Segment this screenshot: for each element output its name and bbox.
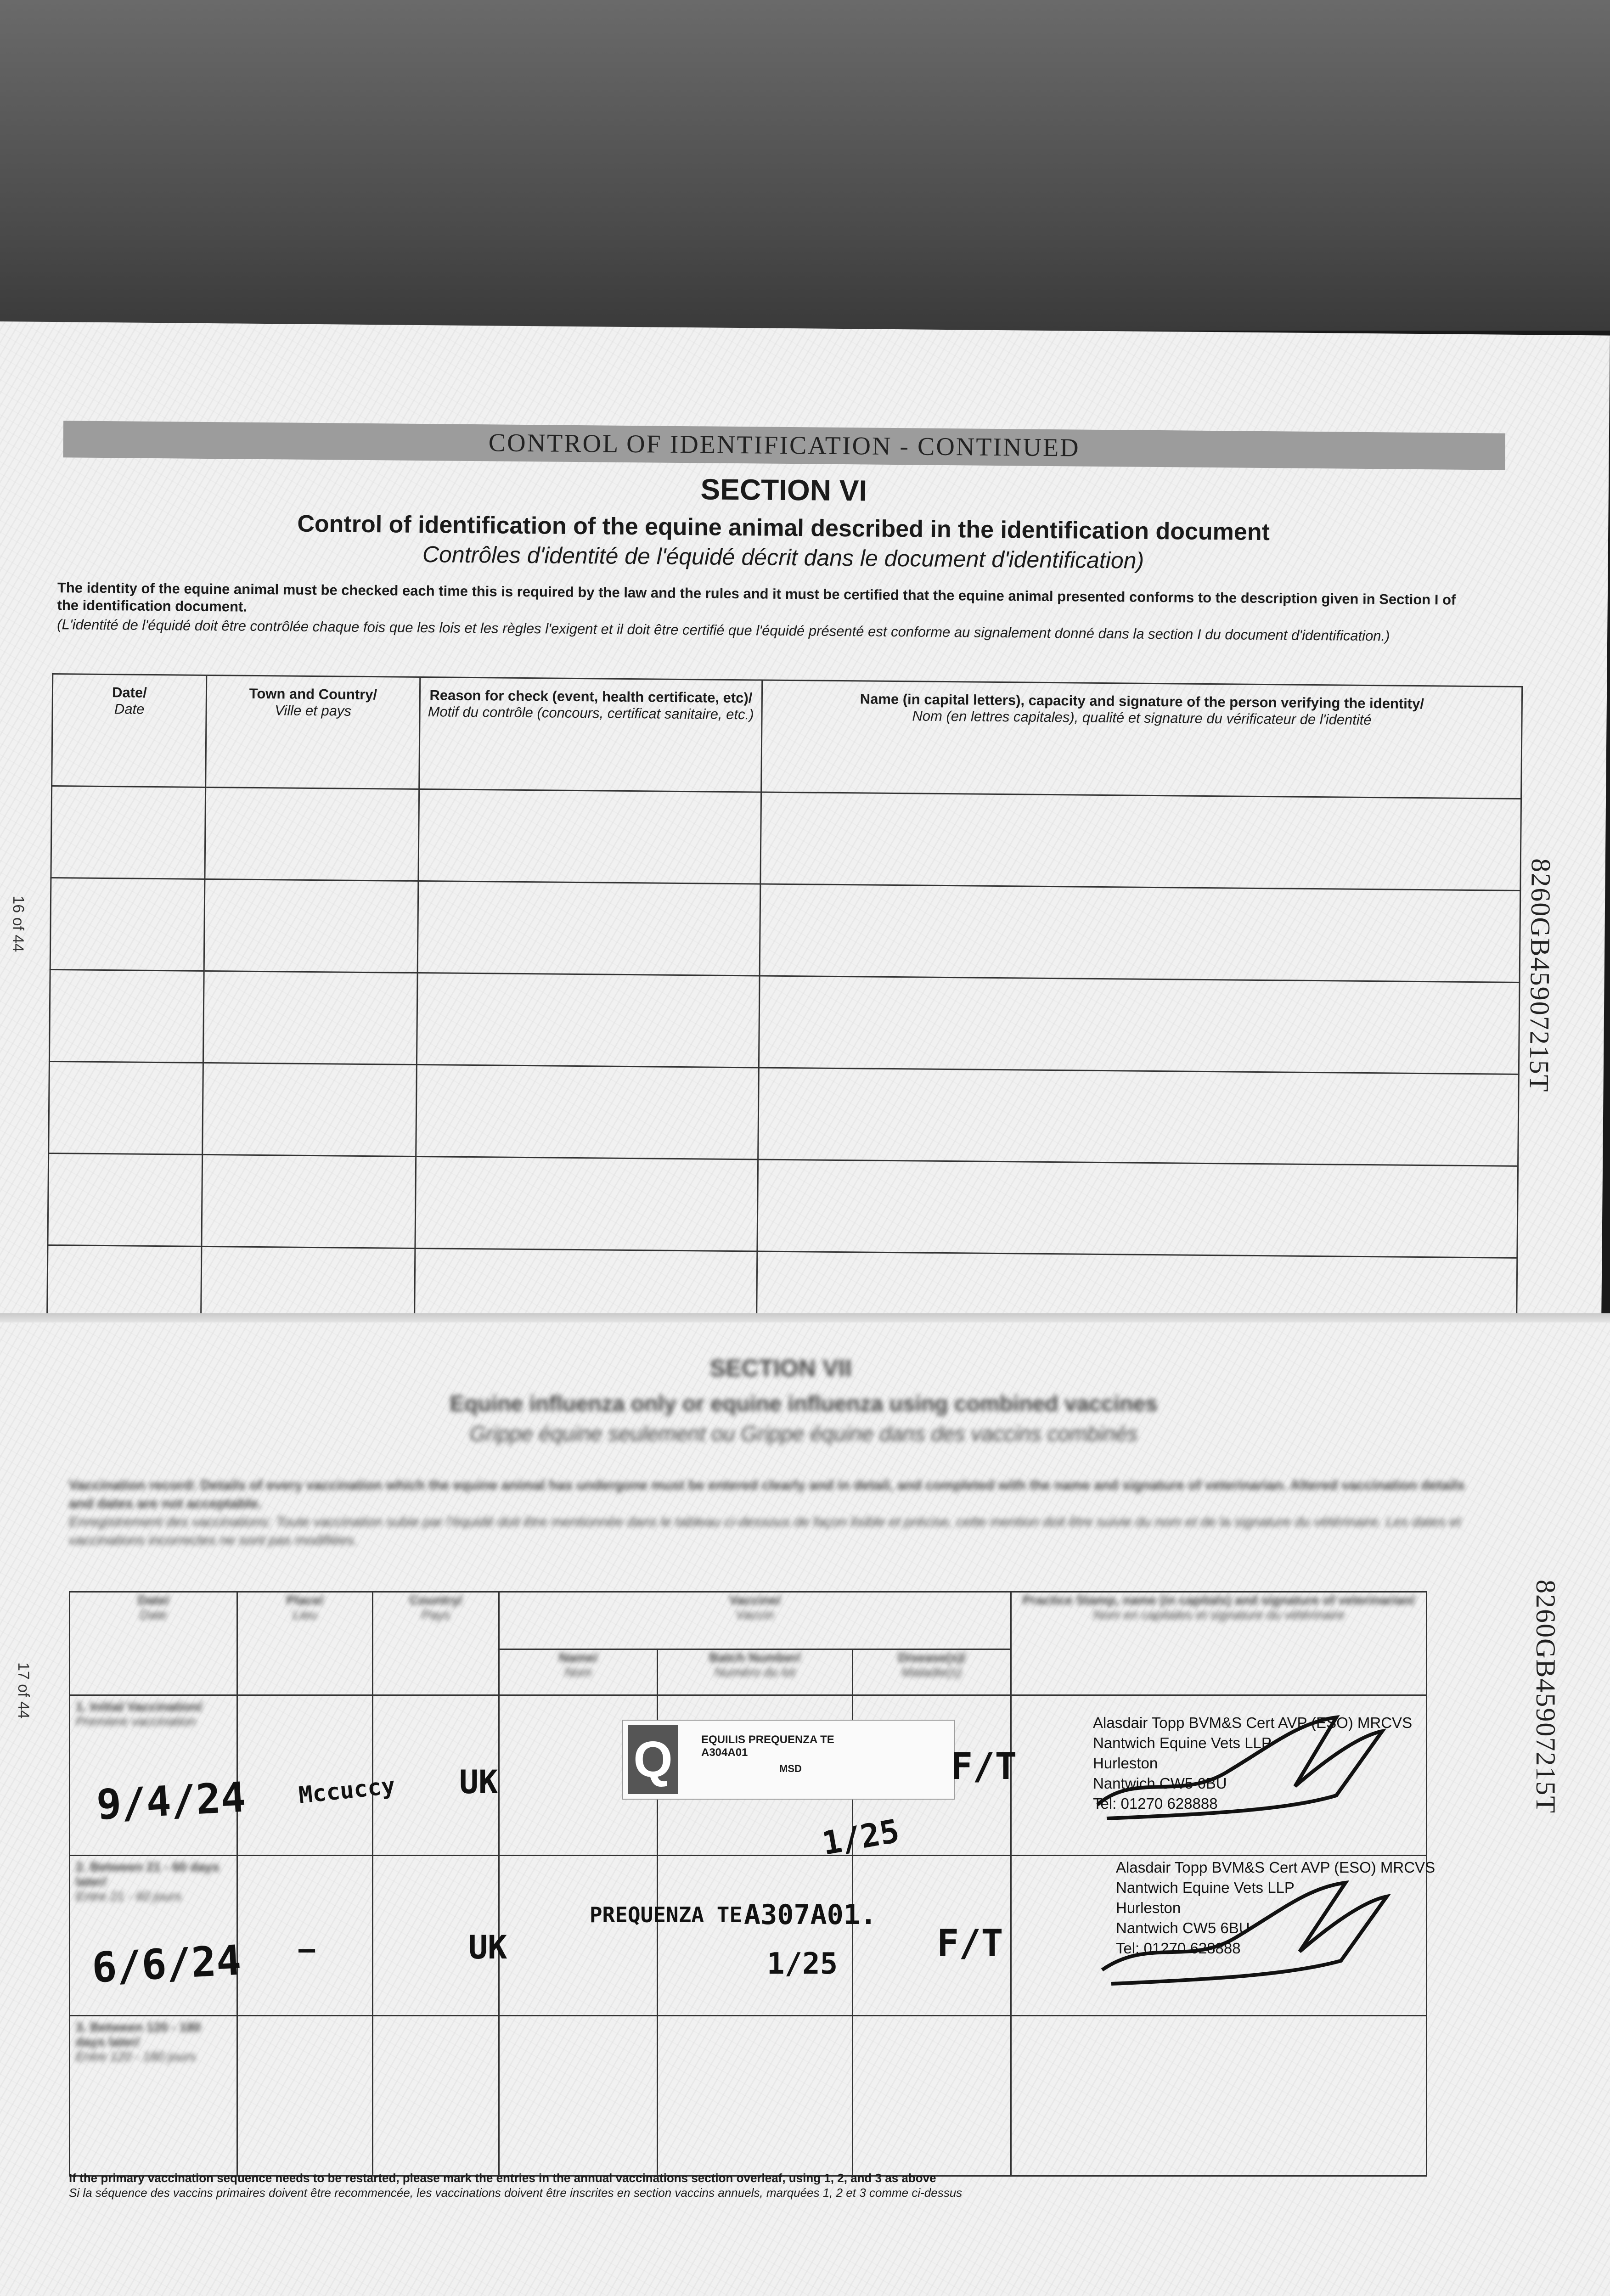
section-heading: SECTION VI [700, 473, 867, 507]
handwritten-place: Mccuccy [297, 1772, 397, 1809]
vaccine-batch-label [622, 1720, 955, 1800]
col-date-header: Date/ Date [70, 1592, 237, 1695]
passport-number: 8260GB45907215T [1531, 1580, 1561, 1814]
intro-text-fr: (L'identité de l'équidé doit être contrôlée chaque fois que les lois et les règles l'exigent et il doit être certifié que l'équidé présenté est conforme au signalement donné dans la section I du document d'identification.) [57, 616, 1390, 644]
handwritten-date: 9/4/24 [95, 1773, 247, 1829]
scan-background [0, 0, 1610, 331]
vaccine-logo: Q [628, 1725, 678, 1794]
vaccine-label-batch: A304A01 [701, 1746, 748, 1759]
col-disease-header: Disease(s)/ Maladie(s) [853, 1649, 1011, 1695]
intro-text: Vaccination record: Details of every vaccination which the equine animal has undergone must be entered clearly and in detail, and completed with the name and signature of veterinarian. Altered vaccination details and dates are not acceptable. Enregistrement des vaccinations: Toute vaccination subie par l'équidé doit être mentionnée dans le tableau ci-dessous de façon lisible et précise, cette mention doit être suivie du nom et de la signature du vétérinaire. Les dates et vaccinations incorrectes ne sont pas modifiées. [69, 1478, 1465, 1548]
vet-signature [1079, 1704, 1401, 1828]
section-title-fr: Grippe équine seulement ou Grippe équine dans des vaccins combinés [469, 1422, 1138, 1446]
vet-signature [1079, 1864, 1401, 1993]
page-number: 16 of 44 [9, 895, 28, 952]
passport-page-16 [0, 321, 1610, 1351]
col-town-header: Town and Country/ Ville et pays [206, 675, 420, 789]
table-row[interactable] [70, 2016, 1427, 2176]
footnote-en: If the primary vaccination sequence needs to be restarted, please mark the entries in the annual vaccinations section overleaf, using 1, 2, and 3 as above [69, 2171, 936, 2185]
handwritten-country: UK [459, 1763, 498, 1801]
section-title-en: Control of identification of the equine animal described in the identification document [297, 510, 1270, 546]
passport-number: 8260GB45907215T [1524, 858, 1556, 1093]
table-header-row [52, 674, 1522, 799]
col-reason-header: Reason for check (event, health certificate, etc)/ Motif du contrôle (concours, certificat sanitaire, etc.) [419, 677, 762, 792]
section-banner: CONTROL OF IDENTIFICATION - CONTINUED [63, 421, 1505, 470]
page-number: 17 of 44 [15, 1662, 32, 1719]
section-title-fr: Contrôles d'identité de l'équidé décrit dans le document d'identification) [422, 541, 1144, 574]
table-row[interactable] [50, 878, 1520, 983]
table-row[interactable] [49, 1061, 1519, 1166]
row-label: 1. Initial Vaccination/ Premiere vaccination [70, 1695, 237, 1856]
col-stamp-header: Practice Stamp, name (in capitals) and signature of veterinarian/ Nom en capitales et signature du vétérinaire [1011, 1592, 1427, 1695]
identity-check-table [46, 673, 1523, 1351]
handwritten-disease: F/T [937, 1922, 1003, 1964]
vet-practice-stamp: Alasdair Topp BVM&S Cert AVP (ESO) MRCVS Nantwich Equine Vets LLP Hurleston Nantwich CW5 6BU Tel: 01270 628888 [1116, 1859, 1435, 1957]
handwritten-country: UK [468, 1929, 507, 1966]
row-label: 2. Between 21 - 60 days later/ Entre 21 - 60 jours [70, 1856, 237, 2016]
vaccine-label-name: EQUILIS PREQUENZA TE [701, 1733, 834, 1746]
handwritten-date: 6/6/24 [90, 1936, 242, 1992]
intro-text-en: The identity of the equine animal must be checked each time this is required by the law and the rules and it must be certified that the equine animal presented conforms to the description given in Section I of the identification document. [57, 580, 1456, 615]
col-verifier-header: Name (in capital letters), capacity and signature of the person verifying the identity/ Nom (en lettres capitales), qualité et signature du vérificateur de l'identité [761, 680, 1522, 799]
col-name-header: Name/ Nom [499, 1649, 658, 1695]
col-vaccine-header: Vaccine/ Vaccin [499, 1592, 1011, 1649]
table-header-row [70, 1592, 1427, 1649]
handwritten-vaccine-name: PREQUENZA TE [589, 1902, 743, 1927]
handwritten-place: — [298, 1933, 315, 1965]
footnote-fr: Si la séquence des vaccins primaires doivent être recommencée, les vaccinations doivent être inscrites en section vaccins annuels, marquées 1, 2 et 3 comme ci-dessus [69, 2186, 963, 2200]
vet-practice-stamp: Alasdair Topp BVM&S Cert AVP (ESO) MRCVS Nantwich Equine Vets LLP Hurleston Nantwich CW5 6BU Tel: 01270 628888 [1093, 1714, 1413, 1812]
handwritten-batch: A307A01. [744, 1899, 877, 1931]
table-row[interactable] [49, 970, 1520, 1075]
table-row[interactable] [48, 1153, 1518, 1258]
msd-logo: MSD [779, 1763, 802, 1774]
section-title-en: Equine influenza only or equine influenza using combined vaccines [450, 1392, 1158, 1416]
handwritten-disease: F/T [951, 1745, 1017, 1788]
row-label: 3. Between 120 - 180 days later/ Entre 120 - 180 jours [70, 2016, 237, 2176]
col-date-header: Date/ Date [52, 674, 207, 788]
passport-page-17 [0, 1322, 1610, 2296]
col-batch-header: Batch Number/ Numéro du lot [658, 1649, 853, 1695]
handwritten-expiry: 1/25 [767, 1947, 838, 1981]
col-place-header: Place/ Lieu [237, 1592, 373, 1695]
col-country-header: Country/ Pays [373, 1592, 499, 1695]
table-row[interactable] [51, 786, 1521, 891]
section-heading: SECTION VII [709, 1355, 852, 1382]
handwritten-expiry: 1/25 [819, 1812, 902, 1863]
